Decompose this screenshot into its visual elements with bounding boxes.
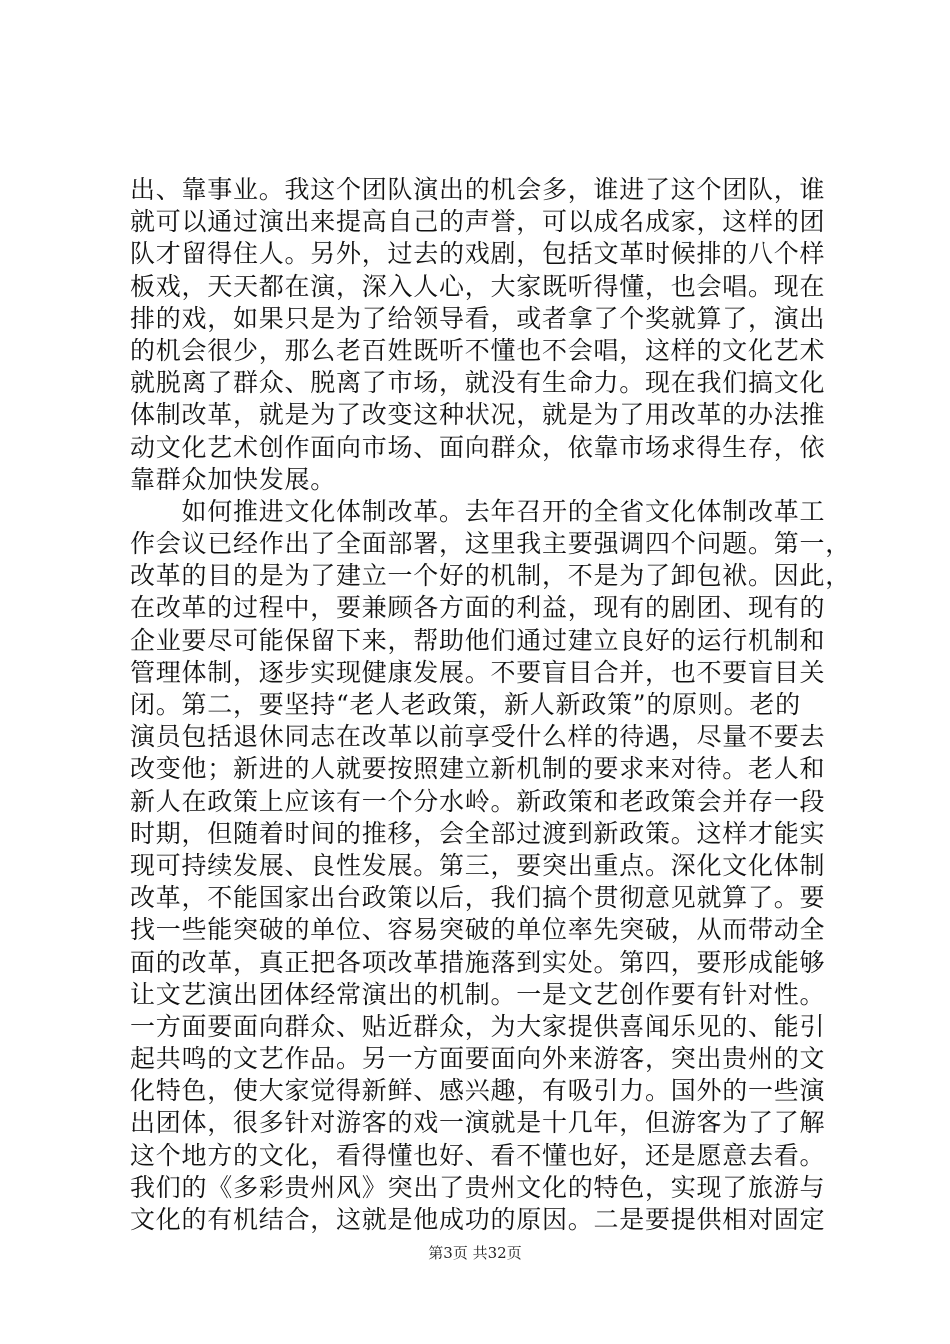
text-line: 这个地方的文化，看得懂也好、看不懂也好，还是愿意去看。 <box>130 1140 826 1170</box>
text-line: 新人在政策上应该有一个分水岭。新政策和老政策会并存一段 <box>130 786 826 816</box>
text-line: 起共鸣的文艺作品。另一方面要面向外来游客，突出贵州的文 <box>130 1044 826 1074</box>
text-line: 改革，不能国家出台政策以后，我们搞个贯彻意见就算了。要 <box>130 883 826 913</box>
text-line: 在改革的过程中，要兼顾各方面的利益，现有的剧团、现有的 <box>130 593 826 623</box>
text-line: 的机会很少，那么老百姓既听不懂也不会唱，这样的文化艺术 <box>130 335 826 365</box>
text-line: 一方面要面向群众、贴近群众，为大家提供喜闻乐见的、能引 <box>130 1011 826 1041</box>
text-line: 改革的目的是为了建立一个好的机制，不是为了卸包袱。因此， <box>130 561 852 591</box>
text-line: 找一些能突破的单位、容易突破的单位率先突破，从而带动全 <box>130 915 826 945</box>
text-line: 队才留得住人。另外，过去的戏剧，包括文革时候排的八个样 <box>130 239 826 269</box>
text-line: 演员包括退休同志在改革以前享受什么样的待遇，尽量不要去 <box>130 722 826 752</box>
text-line: 企业要尽可能保留下来，帮助他们通过建立良好的运行机制和 <box>130 625 826 655</box>
text-line: 改变他；新进的人就要按照建立新机制的要求来对待。老人和 <box>130 754 826 784</box>
text-line: 闭。第二，要坚持“老人老政策，新人新政策”的原则。老的 <box>130 690 801 719</box>
text-line: 就可以通过演出来提高自己的声誉，可以成名成家，这样的团 <box>130 207 826 237</box>
body-text <box>130 174 852 1236</box>
text-line: 面的改革，真正把各项改革措施落到实处。第四，要形成能够 <box>130 947 826 977</box>
text-line: 化特色，使大家觉得新鲜、感兴趣，有吸引力。国外的一些演 <box>130 1076 826 1106</box>
text-line: 文化的有机结合，这就是他成功的原因。二是要提供相对固定 <box>130 1205 826 1234</box>
text-line: 时期，但随着时间的推移，会全部过渡到新政策。这样才能实 <box>130 818 826 848</box>
text-line: 出、靠事业。我这个团队演出的机会多，谁进了这个团队，谁 <box>130 175 826 204</box>
text-line: 作会议已经作出了全面部署，这里我主要强调四个问题。第一， <box>130 529 852 559</box>
page-number-footer: 第3页 共32页 <box>428 1244 522 1262</box>
text-line: 让文艺演出团体经常演出的机制。一是文艺创作要有针对性。 <box>130 979 826 1009</box>
text-line: 排的戏，如果只是为了给领导看，或者拿了个奖就算了，演出 <box>130 303 826 333</box>
text-line: 出团体，很多针对游客的戏一演就是十几年，但游客为了了解 <box>130 1108 826 1138</box>
text-line: 板戏，天天都在演，深入人心，大家既听得懂，也会唱。现在 <box>130 271 826 301</box>
text-line: 动文化艺术创作面向市场、面向群众，依靠市场求得生存，依 <box>130 432 826 462</box>
text-line: 就脱离了群众、脱离了市场，就没有生命力。现在我们搞文化 <box>130 368 826 398</box>
text-line: 体制改革，就是为了改变这种状况，就是为了用改革的办法推 <box>130 400 826 430</box>
text-line: 现可持续发展、良性发展。第三，要突出重点。深化文化体制 <box>130 850 826 880</box>
text-line: 管理体制，逐步实现健康发展。不要盲目合并，也不要盲目关 <box>130 657 826 687</box>
text-line: 我们的《多彩贵州风》突出了贵州文化的特色，实现了旅游与 <box>130 1172 826 1202</box>
text-line: 靠群众加快发展。 <box>130 464 337 494</box>
text-line: 如何推进文化体制改革。去年召开的全省文化体制改革工 <box>130 496 826 526</box>
